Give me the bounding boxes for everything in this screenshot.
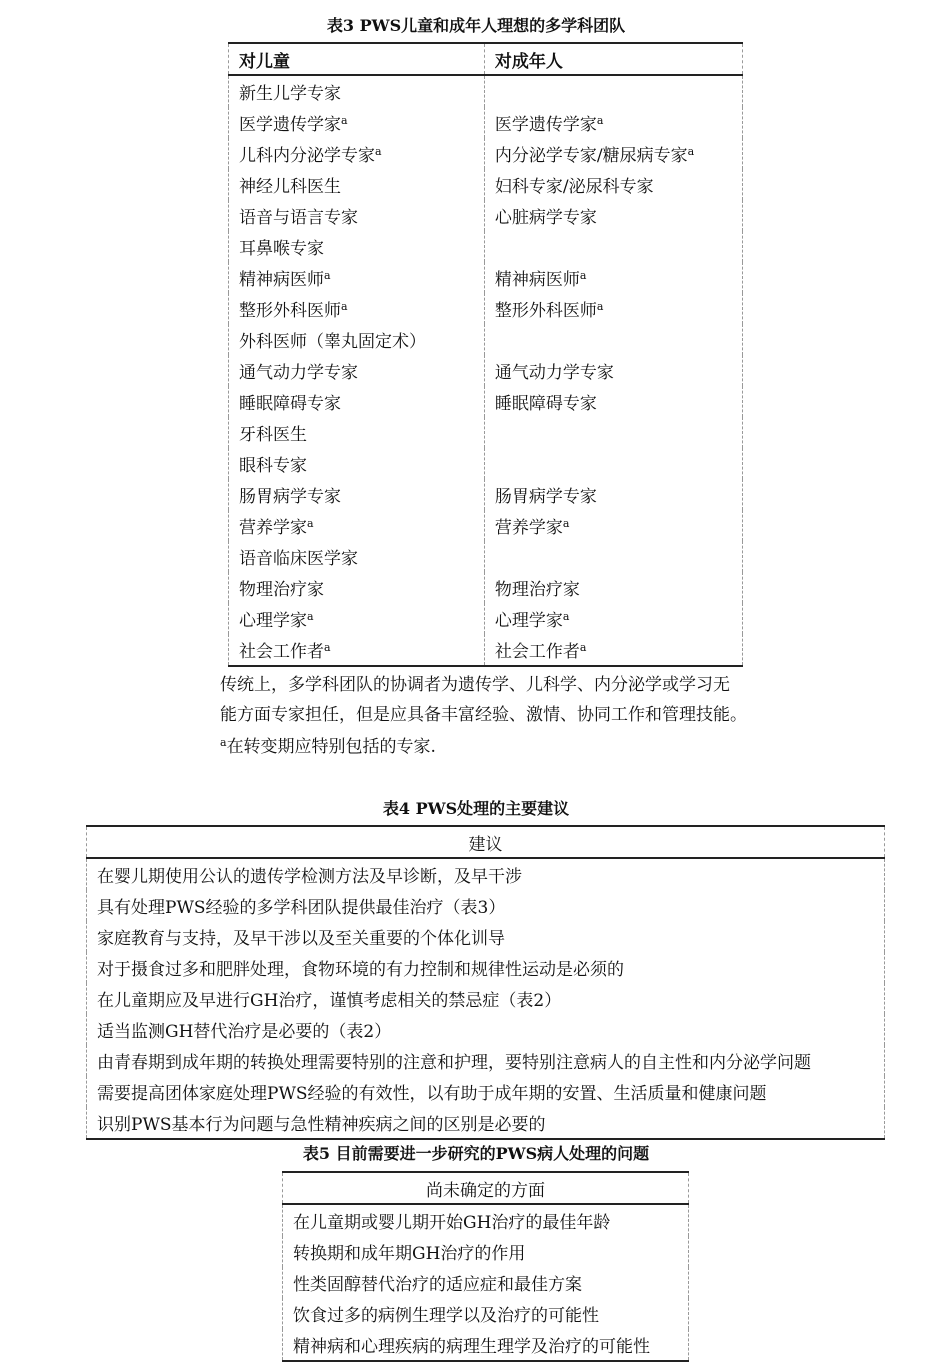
table3-caption: 表3 PWS儿童和成年人理想的多学科团队 bbox=[326, 16, 626, 35]
child-specialist: 整形外科医师 bbox=[239, 301, 341, 321]
child-specialist-cell bbox=[229, 262, 485, 293]
table-row bbox=[229, 572, 743, 603]
child-specialist-cell bbox=[229, 448, 485, 479]
table5-header: 尚未确定的方面 bbox=[283, 1172, 689, 1204]
table-row bbox=[87, 858, 885, 890]
table-row bbox=[87, 1045, 885, 1076]
table-row bbox=[229, 603, 743, 634]
table-row bbox=[87, 921, 885, 952]
adult-specialist: 社会工作者 bbox=[494, 642, 580, 662]
table-row bbox=[87, 952, 885, 983]
child-specialist-cell bbox=[229, 293, 485, 324]
table-row bbox=[283, 1298, 689, 1329]
child-specialist: 眼科专家 bbox=[239, 456, 307, 476]
table5-caption: 表5 目前需要进一步研究的PWS病人处理的问题 bbox=[302, 1144, 650, 1163]
table5 bbox=[282, 1171, 689, 1362]
table-row bbox=[229, 231, 743, 262]
adult-footnote-marker: a bbox=[596, 114, 604, 127]
table-row bbox=[229, 138, 743, 169]
child-specialist: 心理学家 bbox=[239, 611, 307, 631]
table-row bbox=[283, 1267, 689, 1298]
child-specialist: 肠胃病学专家 bbox=[239, 487, 341, 507]
footnote-marker: a bbox=[220, 736, 227, 749]
child-specialist-cell bbox=[229, 231, 485, 262]
child-specialist-cell bbox=[229, 138, 485, 169]
recommendation: 在儿童期应及早进行GH治疗，谨慎考虑相关的禁忌症（表2） bbox=[97, 991, 562, 1011]
open-question: 转换期和成年期GH治疗的作用 bbox=[293, 1244, 526, 1264]
table-row bbox=[229, 75, 743, 107]
adult-specialist-cell bbox=[484, 262, 742, 293]
adult-specialist: 整形外科医师 bbox=[494, 301, 597, 321]
table-row bbox=[229, 479, 743, 510]
table3-note-line2: 能方面专家担任，但是应具备丰富经验、激情、协同工作和管理技能。 bbox=[220, 705, 747, 725]
child-specialist-cell bbox=[229, 572, 485, 603]
recommendation: 由青春期到成年期的转换处理需要特别的注意和护理，要特别注意病人的自主性和内分泌学问题 bbox=[97, 1053, 811, 1073]
table-row bbox=[229, 541, 743, 572]
child-specialist: 耳鼻喉专家 bbox=[239, 239, 324, 259]
child-specialist-cell bbox=[229, 541, 485, 572]
child-specialist-cell bbox=[229, 634, 485, 666]
child-specialist-cell bbox=[229, 479, 485, 510]
adult-specialist: 妇科专家/泌尿科专家 bbox=[494, 177, 654, 197]
table-row bbox=[229, 448, 743, 479]
table-row bbox=[283, 1204, 689, 1236]
adult-specialist: 医学遗传学家 bbox=[494, 115, 597, 135]
child-specialist: 外科医师（睾丸固定术） bbox=[239, 332, 426, 352]
adult-specialist: 营养学家 bbox=[494, 518, 563, 538]
table-row bbox=[229, 355, 743, 386]
adult-specialist-cell bbox=[484, 107, 742, 138]
table3 bbox=[228, 42, 743, 667]
table4-caption: 表4 PWS处理的主要建议 bbox=[382, 799, 570, 818]
child-specialist-cell bbox=[229, 107, 485, 138]
adult-specialist-cell bbox=[484, 386, 742, 417]
open-question: 性类固醇替代治疗的适应症和最佳方案 bbox=[293, 1275, 582, 1295]
table5-header-row bbox=[283, 1172, 689, 1204]
table-row bbox=[229, 262, 743, 293]
table-row bbox=[229, 417, 743, 448]
table4-header-row bbox=[87, 826, 885, 858]
table-row bbox=[87, 1014, 885, 1045]
child-specialist: 语音与语言专家 bbox=[239, 208, 358, 228]
child-specialist: 睡眠障碍专家 bbox=[239, 394, 341, 414]
table-row bbox=[229, 169, 743, 200]
adult-specialist-cell bbox=[484, 169, 742, 200]
table3-header-children: 对儿童 bbox=[229, 43, 485, 75]
child-specialist-cell bbox=[229, 355, 485, 386]
adult-specialist: 肠胃病学专家 bbox=[494, 487, 597, 507]
recommendation: 对于摄食过多和肥胖处理，食物环境的有力控制和规律性运动是必须的 bbox=[97, 960, 624, 980]
table3-header-adults: 对成年人 bbox=[484, 43, 742, 75]
adult-footnote-marker: a bbox=[579, 641, 587, 654]
table3-note-line1: 传统上，多学科团队的协调者为遗传学、儿科学、内分泌学或学习无 bbox=[220, 675, 730, 695]
adult-specialist-cell bbox=[484, 603, 742, 634]
adult-specialist-cell bbox=[484, 293, 742, 324]
table-row bbox=[283, 1236, 689, 1267]
child-footnote-marker: a bbox=[375, 145, 382, 158]
adult-specialist: 心脏病学专家 bbox=[494, 208, 597, 228]
table-row bbox=[229, 634, 743, 666]
child-specialist-cell bbox=[229, 386, 485, 417]
table-row bbox=[87, 1107, 885, 1139]
adult-specialist-cell bbox=[484, 479, 742, 510]
adult-specialist-cell bbox=[484, 200, 742, 231]
table-row bbox=[229, 200, 743, 231]
child-specialist: 神经儿科医生 bbox=[239, 177, 341, 197]
open-question: 饮食过多的病例生理学以及治疗的可能性 bbox=[293, 1306, 599, 1326]
adult-specialist: 内分泌学专家/糖尿病专家 bbox=[494, 146, 688, 166]
adult-specialist-cell bbox=[484, 75, 742, 107]
child-footnote-marker: a bbox=[307, 517, 314, 530]
adult-specialist-cell bbox=[484, 231, 742, 262]
child-specialist-cell bbox=[229, 603, 485, 634]
child-specialist-cell bbox=[229, 75, 485, 107]
recommendation: 适当监测GH替代治疗是必要的（表2） bbox=[97, 1022, 392, 1042]
table4-header: 建议 bbox=[87, 826, 885, 858]
adult-specialist-cell bbox=[484, 324, 742, 355]
child-specialist-cell bbox=[229, 510, 485, 541]
child-footnote-marker: a bbox=[307, 610, 314, 623]
child-footnote-marker: a bbox=[341, 300, 348, 313]
table5-body bbox=[283, 1204, 689, 1361]
adult-footnote-marker: a bbox=[579, 269, 587, 282]
child-specialist-cell bbox=[229, 324, 485, 355]
adult-specialist: 睡眠障碍专家 bbox=[494, 394, 597, 414]
adult-footnote-marker: a bbox=[596, 300, 604, 313]
adult-footnote-marker: a bbox=[687, 145, 695, 158]
table-row bbox=[229, 386, 743, 417]
table-row bbox=[87, 983, 885, 1014]
adult-specialist-cell bbox=[484, 510, 742, 541]
table-row bbox=[229, 510, 743, 541]
child-specialist: 社会工作者 bbox=[239, 642, 324, 662]
child-footnote-marker: a bbox=[324, 641, 331, 654]
table3-footnote bbox=[220, 732, 436, 762]
recommendation: 识别PWS基本行为问题与急性精神疾病之间的区别是必要的 bbox=[97, 1115, 546, 1135]
child-specialist: 儿科内分泌学专家 bbox=[239, 146, 375, 166]
adult-specialist-cell bbox=[484, 634, 742, 666]
adult-specialist-cell bbox=[484, 448, 742, 479]
table-row bbox=[87, 890, 885, 921]
child-specialist: 医学遗传学家 bbox=[239, 115, 341, 135]
adult-specialist-cell bbox=[484, 355, 742, 386]
child-specialist: 语音临床医学家 bbox=[239, 549, 358, 569]
adult-specialist: 心理学家 bbox=[494, 611, 563, 631]
recommendation: 在婴儿期使用公认的遗传学检测方法及早诊断，及早干涉 bbox=[97, 867, 522, 887]
adult-specialist: 精神病医师 bbox=[494, 270, 580, 290]
adult-specialist: 通气动力学专家 bbox=[494, 363, 614, 383]
recommendation: 家庭教育与支持，及早干涉以及至关重要的个体化训导 bbox=[97, 929, 505, 949]
footnote-text: 在转变期应特别包括的专家. bbox=[226, 737, 436, 757]
recommendation: 需要提高团体家庭处理PWS经验的有效性，以有助于成年期的安置、生活质量和健康问题 bbox=[97, 1084, 767, 1104]
child-specialist-cell bbox=[229, 417, 485, 448]
child-specialist: 新生儿学专家 bbox=[239, 84, 341, 104]
child-specialist: 物理治疗家 bbox=[239, 580, 324, 600]
adult-specialist: 物理治疗家 bbox=[494, 580, 580, 600]
child-footnote-marker: a bbox=[341, 114, 348, 127]
adult-specialist-cell bbox=[484, 417, 742, 448]
child-specialist: 通气动力学专家 bbox=[239, 363, 358, 383]
table-row bbox=[229, 324, 743, 355]
table-row bbox=[229, 107, 743, 138]
child-specialist: 牙科医生 bbox=[239, 425, 307, 445]
table4-body bbox=[87, 858, 885, 1139]
child-specialist: 精神病医师 bbox=[239, 270, 324, 290]
child-specialist-cell bbox=[229, 169, 485, 200]
table-row bbox=[283, 1329, 689, 1361]
child-specialist: 营养学家 bbox=[239, 518, 307, 538]
adult-footnote-marker: a bbox=[562, 517, 570, 530]
table3-header-row bbox=[229, 43, 743, 75]
adult-specialist-cell bbox=[484, 138, 742, 169]
child-specialist-cell bbox=[229, 200, 485, 231]
child-footnote-marker: a bbox=[324, 269, 331, 282]
recommendation: 具有处理PWS经验的多学科团队提供最佳治疗（表3） bbox=[97, 898, 506, 918]
open-question: 在儿童期或婴儿期开始GH治疗的最佳年龄 bbox=[293, 1213, 611, 1233]
table3-body bbox=[229, 75, 743, 666]
adult-specialist-cell bbox=[484, 541, 742, 572]
table4 bbox=[86, 825, 885, 1140]
open-question: 精神病和心理疾病的病理生理学及治疗的可能性 bbox=[293, 1337, 650, 1357]
adult-footnote-marker: a bbox=[562, 610, 570, 623]
table-row bbox=[229, 293, 743, 324]
adult-specialist-cell bbox=[484, 572, 742, 603]
table-row bbox=[87, 1076, 885, 1107]
